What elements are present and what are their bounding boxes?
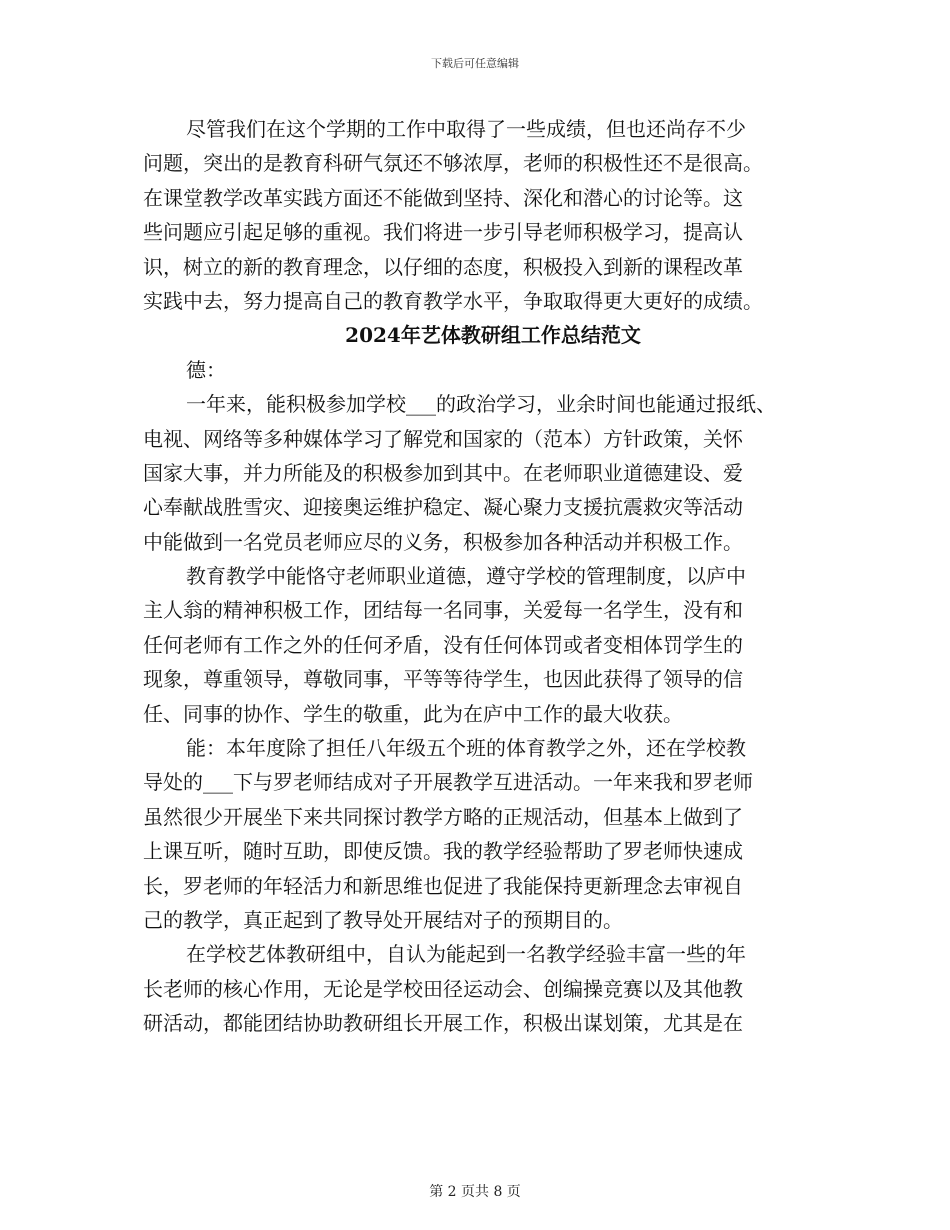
text-line: 教育教学中能恪守老师职业道德，遵守学校的管理制度，以庐中 — [186, 564, 746, 589]
text-line: 在学校艺体教研组中，自认为能起到一名教学经验丰富一些的年 — [186, 942, 746, 967]
text-line: 研活动，都能团结协助教研组长开展工作，积极出谋划策，尤其是在 — [143, 1011, 743, 1036]
page-number: 第 2 页共 8 页 — [429, 1184, 521, 1200]
paragraph-3 — [143, 387, 823, 559]
text-line: 德： — [186, 357, 226, 382]
text-line: 任、同事的协作、学生的敬重，此为在庐中工作的最大收获。 — [143, 701, 683, 726]
page-header-note: 下载后可任意编辑 — [431, 57, 519, 70]
paragraph-2 — [143, 353, 823, 387]
paragraph-5 — [143, 731, 823, 937]
text-line: 电视、网络等多种媒体学习了解党和国家的（范本）方针政策，关怀 — [143, 426, 743, 451]
text-line: 问题，突出的是教育科研气氛还不够浓厚，老师的积极性还不是很高。 — [143, 151, 763, 176]
text-line: 上课互听，随时互助，即使反馈。我的教学经验帮助了罗老师快速成 — [143, 839, 743, 864]
text-line: 导处的___下与罗老师结成对子开展教学互进活动。一年来我和罗老师 — [143, 770, 753, 795]
text-line: 任何老师有工作之外的任何矛盾，没有任何体罚或者变相体罚学生的 — [143, 632, 743, 657]
text-line: 中能做到一名党员老师应尽的义务，积极参加各种活动并积极工作。 — [143, 529, 743, 554]
text-line: 国家大事，并力所能及的积极参加到其中。在老师职业道德建设、爱 — [143, 460, 743, 485]
text-line: 一年来，能积极参加学校___的政治学习，业余时间也能通过报纸、 — [186, 392, 776, 417]
text-line: 些问题应引起足够的重视。我们将进一步引导老师积极学习，提高认 — [143, 220, 743, 245]
text-line: 长老师的核心作用，无论是学校田径运动会、创编操竞赛以及其他教 — [143, 976, 743, 1001]
document-body — [143, 112, 823, 1041]
text-line: 实践中去，努力提高自己的教育教学水平，争取取得更大更好的成绩。 — [143, 288, 763, 313]
text-line: 心奉献战胜雪灾、迎接奥运维护稳定、凝心聚力支援抗震救灾等活动 — [143, 495, 743, 520]
document-title: 2024年艺体教研组工作总结范文 — [345, 323, 641, 348]
text-line: 尽管我们在这个学期的工作中取得了一些成绩，但也还尚存不少 — [186, 117, 746, 141]
text-line: 虽然很少开展坐下来共同探讨教学方略的正规活动，但基本上做到了 — [143, 804, 743, 829]
text-line: 主人翁的精神积极工作，团结每一名同事，关爱每一名学生，没有和 — [143, 598, 743, 623]
paragraph-1 — [143, 112, 823, 318]
paragraph-6 — [143, 937, 823, 1040]
text-line: 在课堂教学改革实践方面还不能做到坚持、深化和潜心的讨论等。这 — [143, 185, 743, 210]
text-line: 现象，尊重领导，尊敬同事，平等等待学生，也因此获得了领导的信 — [143, 667, 743, 692]
text-line: 长，罗老师的年轻活力和新思维也促进了我能保持更新理念去审视自 — [143, 873, 743, 898]
text-line: 识，树立的新的教育理念，以仔细的态度，积极投入到新的课程改革 — [143, 254, 743, 279]
text-line: 己的教学，真正起到了教导处开展结对子的预期目的。 — [143, 907, 623, 932]
paragraph-4 — [143, 559, 823, 731]
text-line: 能：本年度除了担任八年级五个班的体育教学之外，还在学校教 — [186, 736, 746, 761]
